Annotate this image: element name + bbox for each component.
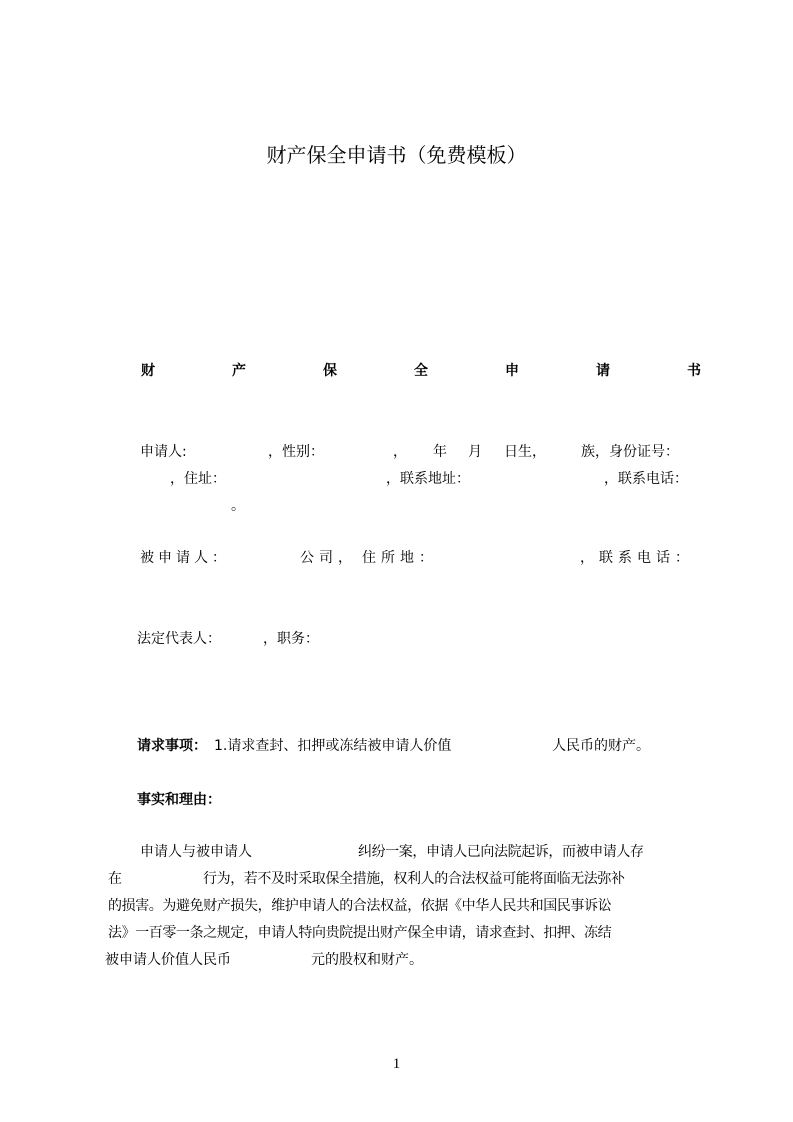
heading-char: 保	[323, 363, 337, 379]
body-line-1a: 申请人与被申请人	[140, 844, 252, 860]
respondent-domicile-label: 住所地：	[362, 550, 438, 566]
body-line-1b: 纠纷一案，申请人已向法院起诉，而被申请人存	[358, 844, 644, 860]
body-line-2b: 行为，若不及时采取保全措施，权利人的合法权益可能将面临无法弥补	[203, 871, 625, 887]
heading-char: 产	[232, 363, 246, 379]
applicant-comma: ，	[393, 444, 407, 460]
heading-char: 书	[687, 363, 701, 379]
applicant-gender-label: ，性别：	[268, 444, 324, 460]
heading-char: 请	[596, 363, 610, 379]
applicant-ethnic-id-label: 族，身份证号：	[581, 444, 679, 460]
body-line-5b: 元的股权和财产。	[311, 952, 423, 968]
heading-char: 财	[141, 363, 155, 379]
page-number: 1	[392, 1056, 401, 1072]
applicant-contact-address-label: ，联系地址：	[386, 471, 470, 487]
legal-rep-label: 法定代表人：	[137, 631, 221, 647]
respondent-label: 被申请人：	[140, 550, 230, 566]
respondent-phone-label: ，联系电话：	[580, 550, 694, 566]
body-line-3: 的损害。为避免财产损失，维护申请人的合法权益，依据《中华人民共和国民事诉讼	[108, 898, 612, 914]
heading-char: 全	[414, 363, 428, 379]
legal-rep-position-label: ，职务：	[263, 631, 319, 647]
facts-label: 事实和理由：	[137, 792, 221, 808]
heading-char: 申	[505, 363, 519, 379]
applicant-birth-label: 日生，	[504, 444, 546, 460]
claims-tail: 人民币的财产。	[552, 738, 650, 754]
applicant-year-label: 年	[433, 444, 447, 460]
body-line-2a: 在	[108, 871, 122, 887]
applicant-month-label: 月	[468, 444, 482, 460]
form-heading	[141, 362, 701, 380]
body-line-5a: 被申请人价值人民币	[105, 952, 231, 968]
document-title: 财产保全申请书（免费模板）	[266, 143, 527, 167]
applicant-period: 。	[231, 498, 245, 514]
claims-text: 1.请求查封、扣押或冻结被申请人价值	[214, 738, 452, 754]
respondent-company-label: 公司，	[300, 550, 357, 566]
claims-label: 请求事项：	[137, 738, 207, 754]
applicant-label: 申请人:	[140, 444, 187, 460]
body-line-4: 法》一百零一条之规定，申请人特向贵院提出财产保全申请，请求查封、扣押、冻结	[108, 925, 612, 941]
applicant-address-label: ，住址：	[170, 471, 226, 487]
applicant-phone-label: ，联系电话：	[604, 471, 688, 487]
